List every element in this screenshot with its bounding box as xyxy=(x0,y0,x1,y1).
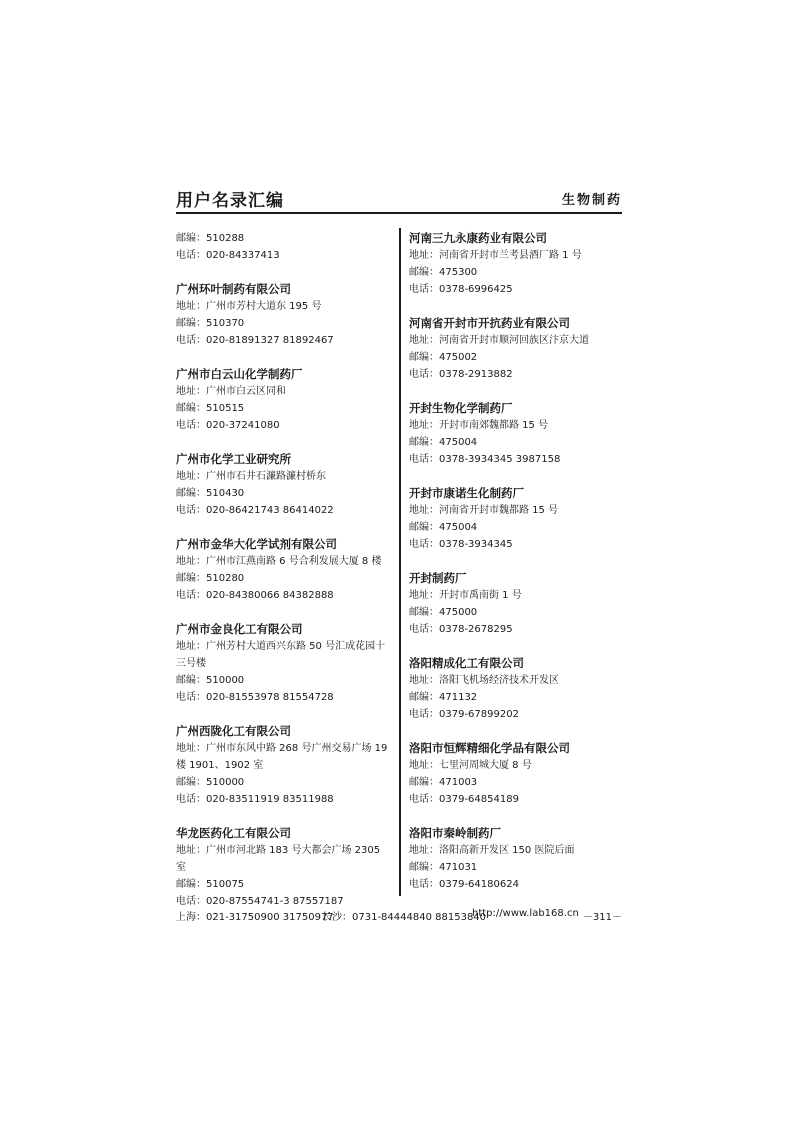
postcode-label: 邮编： xyxy=(176,573,206,584)
phone-label: 电话： xyxy=(176,505,206,516)
phone-value: 020-81553978 81554728 xyxy=(206,692,334,703)
company-entry xyxy=(176,281,392,349)
address-label: 地址： xyxy=(409,845,439,856)
phone-line xyxy=(409,366,623,383)
postcode-line xyxy=(176,774,392,791)
address-value: 广州市芳村大道东 195 号 xyxy=(206,301,322,312)
phone-line xyxy=(409,791,623,808)
category-title: 生物制药 xyxy=(561,193,622,208)
address-value: 洛阳高新开发区 150 医院后面 xyxy=(439,845,575,856)
phone-value: 0379-64180624 xyxy=(439,879,519,890)
company-name: 开封制药厂 xyxy=(409,571,467,585)
postcode-line xyxy=(409,689,623,706)
postcode-label: 邮编： xyxy=(409,352,439,363)
postcode-line xyxy=(176,485,392,502)
phone-label: 电话： xyxy=(409,284,439,295)
company-name: 广州西陇化工有限公司 xyxy=(176,724,291,738)
postcode-label: 邮编： xyxy=(176,879,206,890)
postcode-value: 475004 xyxy=(439,522,478,533)
company-name: 广州市化学工业研究所 xyxy=(176,452,291,466)
company-entry xyxy=(409,740,623,808)
postcode-line xyxy=(176,230,392,247)
company-entry xyxy=(176,825,392,910)
postcode-label: 邮编： xyxy=(176,233,206,244)
company-entry xyxy=(176,536,392,604)
postcode-value: 510000 xyxy=(206,777,245,788)
page-footer xyxy=(176,908,622,924)
postcode-value: 510280 xyxy=(206,573,245,584)
postcode-value: 510000 xyxy=(206,675,245,686)
company-entry xyxy=(176,366,392,434)
address-value: 开封市禹南街 1 号 xyxy=(439,590,522,601)
company-name: 开封市康诺生化制药厂 xyxy=(409,486,524,500)
company-name: 河南省开封市开抗药业有限公司 xyxy=(409,316,570,330)
company-name: 华龙医药化工有限公司 xyxy=(176,826,291,840)
company-entry xyxy=(409,230,623,298)
company-name: 广州市金良化工有限公司 xyxy=(176,622,303,636)
phone-value: 020-37241080 xyxy=(206,420,280,431)
address-line xyxy=(176,468,392,485)
page-number: －311－ xyxy=(582,912,622,923)
address-label: 地址： xyxy=(409,420,439,431)
footer-website-link[interactable]: http://www.lab168.cn xyxy=(472,908,579,919)
phone-value: 0378-3934345 xyxy=(439,539,513,550)
address-line xyxy=(409,502,623,519)
address-value: 广州市白云区同和 xyxy=(206,386,286,397)
address-label: 地址： xyxy=(409,675,439,686)
postcode-value: 510515 xyxy=(206,403,245,414)
address-value: 广州市江燕南路 6 号合利发展大厦 8 楼 xyxy=(206,556,382,567)
address-label: 地址： xyxy=(176,743,206,754)
header-rule xyxy=(176,212,622,214)
postcode-line xyxy=(176,315,392,332)
phone-line xyxy=(176,587,392,604)
phone-line xyxy=(409,536,623,553)
phone-line xyxy=(176,791,392,808)
address-line xyxy=(176,383,392,400)
phone-line xyxy=(409,706,623,723)
postcode-line xyxy=(409,604,623,621)
company-name: 洛阳市恒辉精细化学品有限公司 xyxy=(409,741,570,755)
address-line xyxy=(176,298,392,315)
left-column xyxy=(176,230,392,910)
postcode-line xyxy=(176,876,392,893)
phone-label: 电话： xyxy=(176,335,206,346)
postcode-label: 邮编： xyxy=(176,403,206,414)
phone-label: 电话： xyxy=(409,879,439,890)
postcode-label: 邮编： xyxy=(176,675,206,686)
company-name: 广州环叶制药有限公司 xyxy=(176,282,291,296)
postcode-value: 510075 xyxy=(206,879,245,890)
phone-value: 0378-2913882 xyxy=(439,369,513,380)
phone-line xyxy=(176,332,392,349)
column-divider xyxy=(399,228,401,896)
phone-label: 电话： xyxy=(409,624,439,635)
postcode-label: 邮编： xyxy=(176,318,206,329)
company-entry xyxy=(176,621,392,706)
phone-value: 020-86421743 86414022 xyxy=(206,505,334,516)
footer-changsha-contact: 长沙：0731-84444840 88153840 xyxy=(322,912,487,923)
company-entry xyxy=(409,400,623,468)
address-label: 地址： xyxy=(176,845,206,856)
company-name: 开封生物化学制药厂 xyxy=(409,401,513,415)
postcode-value: 471031 xyxy=(439,862,478,873)
phone-line xyxy=(176,502,392,519)
postcode-label: 邮编： xyxy=(409,777,439,788)
address-line xyxy=(409,247,623,264)
phone-label: 电话： xyxy=(176,794,206,805)
postcode-line xyxy=(409,349,623,366)
address-value: 洛阳飞机场经济技术开发区 xyxy=(439,675,559,686)
address-label: 地址： xyxy=(176,556,206,567)
company-entry xyxy=(176,451,392,519)
postcode-line xyxy=(409,859,623,876)
right-column xyxy=(409,230,623,893)
address-line xyxy=(409,757,623,774)
address-line xyxy=(409,842,623,859)
postcode-label: 邮编： xyxy=(409,607,439,618)
phone-value: 020-84380066 84382888 xyxy=(206,590,334,601)
company-name: 河南三九永康药业有限公司 xyxy=(409,231,547,245)
postcode-label: 邮编： xyxy=(409,267,439,278)
postcode-line xyxy=(409,774,623,791)
phone-label: 电话： xyxy=(176,692,206,703)
postcode-label: 邮编： xyxy=(409,522,439,533)
address-label: 地址： xyxy=(409,505,439,516)
postcode-value: 510288 xyxy=(206,233,245,244)
company-name: 洛阳市秦岭制药厂 xyxy=(409,826,501,840)
postcode-line xyxy=(409,434,623,451)
postcode-label: 邮编： xyxy=(409,437,439,448)
address-value: 七里河周城大厦 8 号 xyxy=(439,760,532,771)
phone-line xyxy=(176,417,392,434)
address-line xyxy=(176,842,392,876)
postcode-value: 475000 xyxy=(439,607,478,618)
phone-line xyxy=(409,281,623,298)
postcode-value: 471132 xyxy=(439,692,478,703)
phone-value: 020-81891327 81892467 xyxy=(206,335,334,346)
postcode-label: 邮编： xyxy=(409,692,439,703)
postcode-value: 510430 xyxy=(206,488,245,499)
phone-label: 电话： xyxy=(409,794,439,805)
postcode-value: 475004 xyxy=(439,437,478,448)
postcode-line xyxy=(176,400,392,417)
address-value: 河南省开封市兰考县酒厂路 1 号 xyxy=(439,250,582,261)
company-entry xyxy=(409,485,623,553)
phone-line xyxy=(409,621,623,638)
address-line xyxy=(176,740,392,774)
postcode-value: 510370 xyxy=(206,318,245,329)
postcode-label: 邮编： xyxy=(176,777,206,788)
phone-line xyxy=(176,247,392,264)
address-value: 广州市石井石濂路濂村桥东 xyxy=(206,471,326,482)
company-name: 广州市金华大化学试剂有限公司 xyxy=(176,537,337,551)
phone-label: 电话： xyxy=(176,896,206,907)
address-value: 广州芳村大道西兴东路 50 号汇成花园十三号楼 xyxy=(176,641,386,669)
postcode-line xyxy=(409,519,623,536)
page-header xyxy=(176,186,622,210)
address-line xyxy=(176,638,392,672)
phone-line xyxy=(409,451,623,468)
continuation-entry xyxy=(176,230,392,264)
address-value: 河南省开封市魏都路 15 号 xyxy=(439,505,559,516)
postcode-value: 475300 xyxy=(439,267,478,278)
phone-label: 电话： xyxy=(176,250,206,261)
address-label: 地址： xyxy=(176,471,206,482)
address-label: 地址： xyxy=(409,335,439,346)
company-entry xyxy=(409,315,623,383)
phone-value: 0379-64854189 xyxy=(439,794,519,805)
company-entry xyxy=(409,570,623,638)
footer-shanghai-contact: 上海：021-31750900 31750977 xyxy=(176,912,334,923)
address-value: 河南省开封市顺河回族区汴京大道 xyxy=(439,335,589,346)
phone-line xyxy=(176,689,392,706)
postcode-line xyxy=(176,570,392,587)
company-entry xyxy=(409,825,623,893)
company-entry xyxy=(176,723,392,808)
address-line xyxy=(409,332,623,349)
address-label: 地址： xyxy=(409,250,439,261)
phone-value: 020-87554741-3 87557187 xyxy=(206,896,344,907)
phone-label: 电话： xyxy=(409,369,439,380)
address-line xyxy=(409,672,623,689)
address-value: 广州市河北路 183 号大都会广场 2305 室 xyxy=(176,845,381,873)
phone-label: 电话： xyxy=(176,590,206,601)
company-name: 洛阳精成化工有限公司 xyxy=(409,656,524,670)
address-line xyxy=(176,553,392,570)
phone-value: 0378-3934345 3987158 xyxy=(439,454,561,465)
postcode-label: 邮编： xyxy=(409,862,439,873)
postcode-line xyxy=(176,672,392,689)
address-line xyxy=(409,587,623,604)
postcode-label: 邮编： xyxy=(176,488,206,499)
phone-label: 电话： xyxy=(409,454,439,465)
company-entry xyxy=(409,655,623,723)
address-value: 开封市南郊魏都路 15 号 xyxy=(439,420,549,431)
postcode-value: 471003 xyxy=(439,777,478,788)
postcode-line xyxy=(409,264,623,281)
address-label: 地址： xyxy=(176,641,206,652)
phone-value: 020-84337413 xyxy=(206,250,280,261)
phone-line xyxy=(409,876,623,893)
phone-value: 0378-6996425 xyxy=(439,284,513,295)
phone-label: 电话： xyxy=(176,420,206,431)
phone-value: 0378-2678295 xyxy=(439,624,513,635)
postcode-value: 475002 xyxy=(439,352,478,363)
address-label: 地址： xyxy=(409,590,439,601)
address-line xyxy=(409,417,623,434)
phone-value: 020-83511919 83511988 xyxy=(206,794,334,805)
phone-value: 0379-67899202 xyxy=(439,709,519,720)
address-label: 地址： xyxy=(176,386,206,397)
company-name: 广州市白云山化学制药厂 xyxy=(176,367,303,381)
address-label: 地址： xyxy=(176,301,206,312)
directory-title: 用户名录汇编 xyxy=(176,191,284,211)
phone-label: 电话： xyxy=(409,539,439,550)
address-label: 地址： xyxy=(409,760,439,771)
address-value: 广州市东风中路 268 号广州交易广场 19 楼 1901、1902 室 xyxy=(176,743,388,771)
phone-label: 电话： xyxy=(409,709,439,720)
